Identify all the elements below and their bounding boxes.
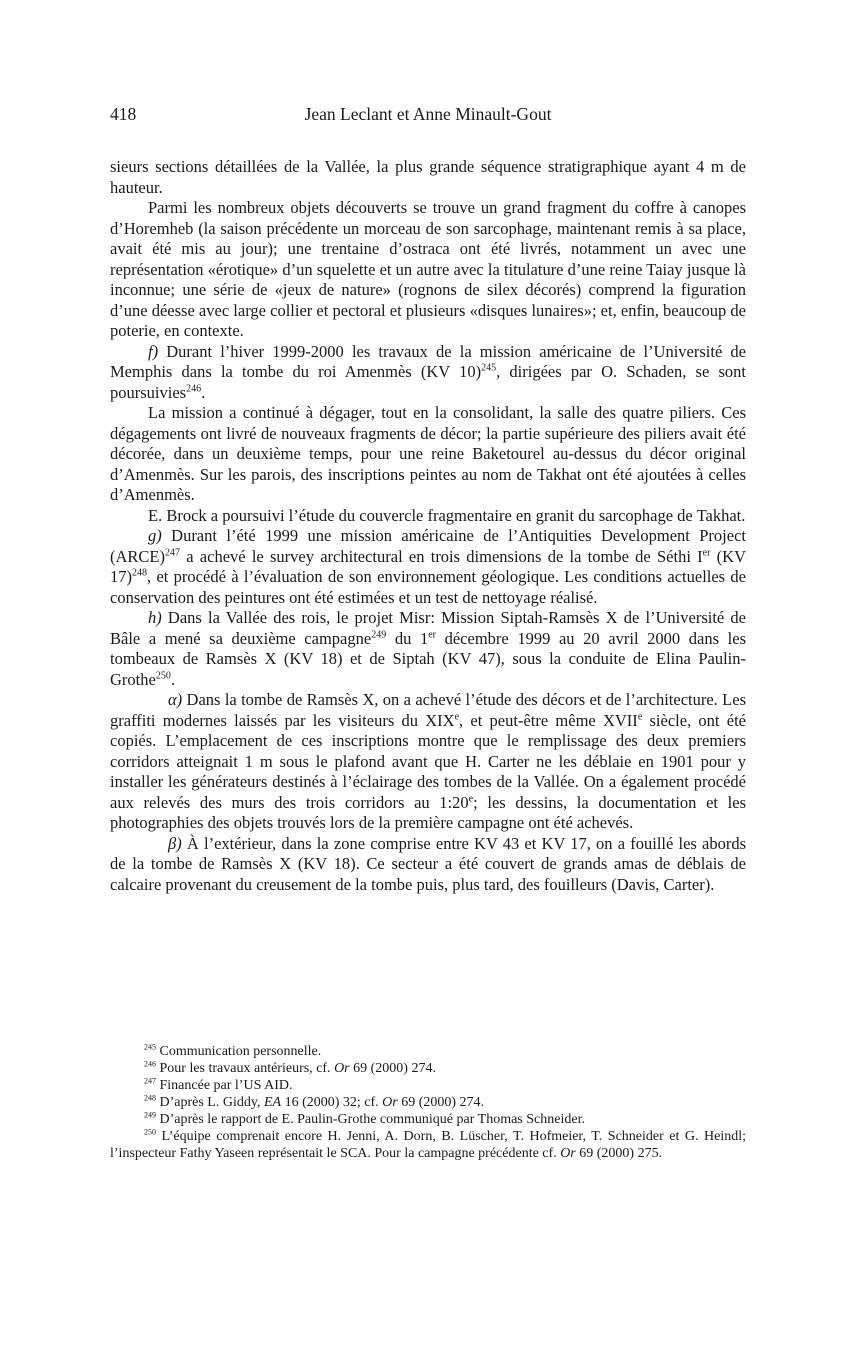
paragraph-text: .	[170, 669, 175, 689]
footnote-text: Financée par l’US AID.	[156, 1078, 293, 1093]
footnote-text: 69 (2000) 274.	[349, 1061, 436, 1076]
journal-abbrev: Or	[382, 1095, 398, 1110]
paragraph-text: E. Brock a poursuivi l’étude du couvercle fragmentaire en granit du sarcophage de Takhat.	[148, 505, 746, 525]
footnote-ref: 250	[155, 670, 171, 681]
journal-abbrev: Or	[560, 1146, 576, 1161]
paragraph-beta	[110, 834, 746, 896]
footnote-248	[110, 1094, 746, 1111]
paragraph-5	[110, 506, 746, 527]
footnote-number: 247	[144, 1076, 156, 1086]
footnote-ref: 245	[481, 362, 497, 374]
footnote-246	[110, 1060, 746, 1077]
paragraph-text: décembre 1999 au 20 avril 2000 dans les tombeaux de Ramsès X (KV 18) et de Siptah (KV 47), sous la conduite de Elina Paulin-Grothe	[110, 628, 746, 689]
paragraph-text: Durant l’été 1999 une mission américaine de l’Antiquities Development Project (ARCE)	[110, 526, 746, 566]
paragraph-text: , dirigées par O. Schaden, se sont poursuivies	[110, 362, 746, 402]
ordinal-suffix: e	[468, 793, 474, 804]
footnote-number: 246	[144, 1059, 156, 1069]
section-label: h)	[148, 608, 162, 627]
page-number: 418	[110, 104, 137, 124]
paragraph-text: , et procédé à l’évaluation de son environnement géologique. Les conditions actuelles de conservation des peintures ont été estimées et un test de nettoyage réalisé.	[110, 567, 746, 607]
paragraph-text: .	[201, 382, 206, 402]
ordinal-suffix: e	[637, 711, 643, 722]
paragraph-h	[110, 608, 746, 690]
footnote-text: Communication personnelle.	[156, 1044, 322, 1059]
paragraph-4	[110, 403, 746, 506]
paragraph-g	[110, 526, 746, 608]
paragraph-text: siècle, ont été copiés. L’emplacement de ces inscriptions montre que le remplissage des deux premiers corridors atteignait 1 m sous le plafond avant que H. Carter ne les déblaie en 1901 pour y installer les générateurs destinés à l’éclairage des tombes de la Vallée. On a également procédé aux relevés des murs des trois corridors au 1:20	[110, 710, 746, 812]
footnote-247	[110, 1077, 746, 1094]
footnote-number: 248	[144, 1093, 156, 1103]
paragraph-text: Dans la tombe de Ramsès X, on a achevé l’étude des décors et de l’architecture. Les graffiti modernes laissés par les visiteurs du XIX	[110, 690, 746, 730]
footnote-ref: 248	[132, 567, 147, 579]
running-title: Jean Leclant et Anne Minault-Gout	[304, 104, 552, 124]
section-label: g)	[148, 526, 162, 545]
footnote-text: 69 (2000) 274.	[397, 1095, 485, 1110]
paragraph-text: Dans la Vallée des rois, le projet Misr: Mission Siptah-Ramsès X de l’Université de Bâle a mené sa deuxième campagne	[110, 608, 746, 648]
footnote-245	[110, 1043, 746, 1060]
footnote-number: 249	[144, 1110, 156, 1120]
paragraph-text: (KV 17)	[110, 546, 747, 586]
paragraph-text: À l’extérieur, dans la zone comprise entre KV 43 et KV 17, on a fouillé les abords de la tombe de Ramsès X (KV 18). Ce secteur a été couvert de grands amas de déblais de calcaire provenant du creusement de la tombe puis, plus tard, des fouilleurs (Davis, Carter).	[110, 833, 746, 894]
paragraph-text: a achevé le survey architectural en trois dimensions de la tombe de Séthi I	[180, 546, 703, 566]
footnote-text: 16 (2000) 32; cf.	[281, 1095, 383, 1110]
section-label: β)	[168, 833, 182, 853]
footnote-text: D’après le rapport de E. Paulin-Grothe communiqué par Thomas Schneider.	[156, 1112, 585, 1127]
paragraph-text: Durant l’hiver 1999-2000 les travaux de la mission américaine de l’Université de Memphis dans la tombe du roi Amenmès (KV 10)	[110, 341, 746, 381]
paragraph-text: Parmi les nombreux objets découverts se trouve un grand fragment du coffre à canopes d’Horemheb (la saison précédente un morceau de son sarcophage, maintenant remis à sa place, avait été mis au jour); une trentaine d’ostraca ont été livrés, notamment un avec une représentation «érotique» d’un squelette et un autre avec la titulature d’une reine Taiay jusque là inconnue; une série de «jeux de nature» (rognons de silex décorés) comprend la figuration d’une déesse avec large collier et pectoral et plusieurs «disques lunaires»; et, enfin, beaucoup de poterie, en contexte.	[110, 198, 746, 340]
ordinal-suffix: er	[702, 547, 711, 558]
footnote-ref: 249	[371, 629, 387, 640]
paragraph-text: du 1	[386, 628, 429, 648]
footnote-text: D’après L. Giddy,	[156, 1095, 264, 1110]
footnote-249	[110, 1111, 746, 1128]
section-label: f)	[148, 341, 159, 361]
running-head	[110, 104, 746, 128]
footnote-number: 250	[144, 1127, 156, 1137]
section-label: α)	[168, 690, 183, 709]
paragraph-1	[110, 157, 746, 198]
footnote-ref: 247	[165, 547, 180, 558]
journal-abbrev: EA	[263, 1095, 282, 1110]
footnote-ref: 246	[186, 383, 202, 394]
paragraph-text: sieurs sections détaillées de la Vallée, la plus grande séquence stratigraphique ayant 4 m de hauteur.	[110, 157, 746, 197]
footnotes	[110, 1043, 746, 1162]
footnote-text: Pour les travaux antérieurs, cf.	[156, 1061, 335, 1076]
paragraph-f	[110, 342, 746, 404]
footnote-number: 245	[144, 1042, 156, 1052]
paragraph-2	[110, 198, 746, 342]
journal-abbrev: Or	[334, 1061, 350, 1076]
paragraph-alpha	[110, 690, 746, 834]
body-text	[110, 157, 746, 895]
paragraph-text: La mission a continué à dégager, tout en la consolidant, la salle des quatre piliers. Ces dégagements ont livré de nouveaux fragments de décor; la partie supérieure des piliers avait été décorée, dans un deuxième temps, pour une reine Baketourel au-dessus du décor original d’Amenmès. Sur les parois, des inscriptions peintes au nom de Takhat ont été ajoutées à celles d’Amenmès.	[110, 403, 746, 504]
ordinal-suffix: e	[454, 711, 460, 722]
footnote-250	[110, 1128, 746, 1162]
ordinal-suffix: er	[428, 629, 436, 640]
paragraph-text: ; les dessins, la documentation et les photographies des objets trouvés lors de la première campagne ont été achevés.	[110, 792, 746, 832]
footnote-text: 69 (2000) 275.	[575, 1146, 663, 1161]
paragraph-text: , et peut-être même XVII	[459, 710, 638, 730]
footnote-text: L’équipe comprenait encore H. Jenni, A. Dorn, B. Lüscher, T. Hofmeier, T. Schneider et G. Heindl; l’inspecteur Fathy Yaseen représentait le SCA. Pour la campagne précédente cf.	[110, 1129, 746, 1161]
